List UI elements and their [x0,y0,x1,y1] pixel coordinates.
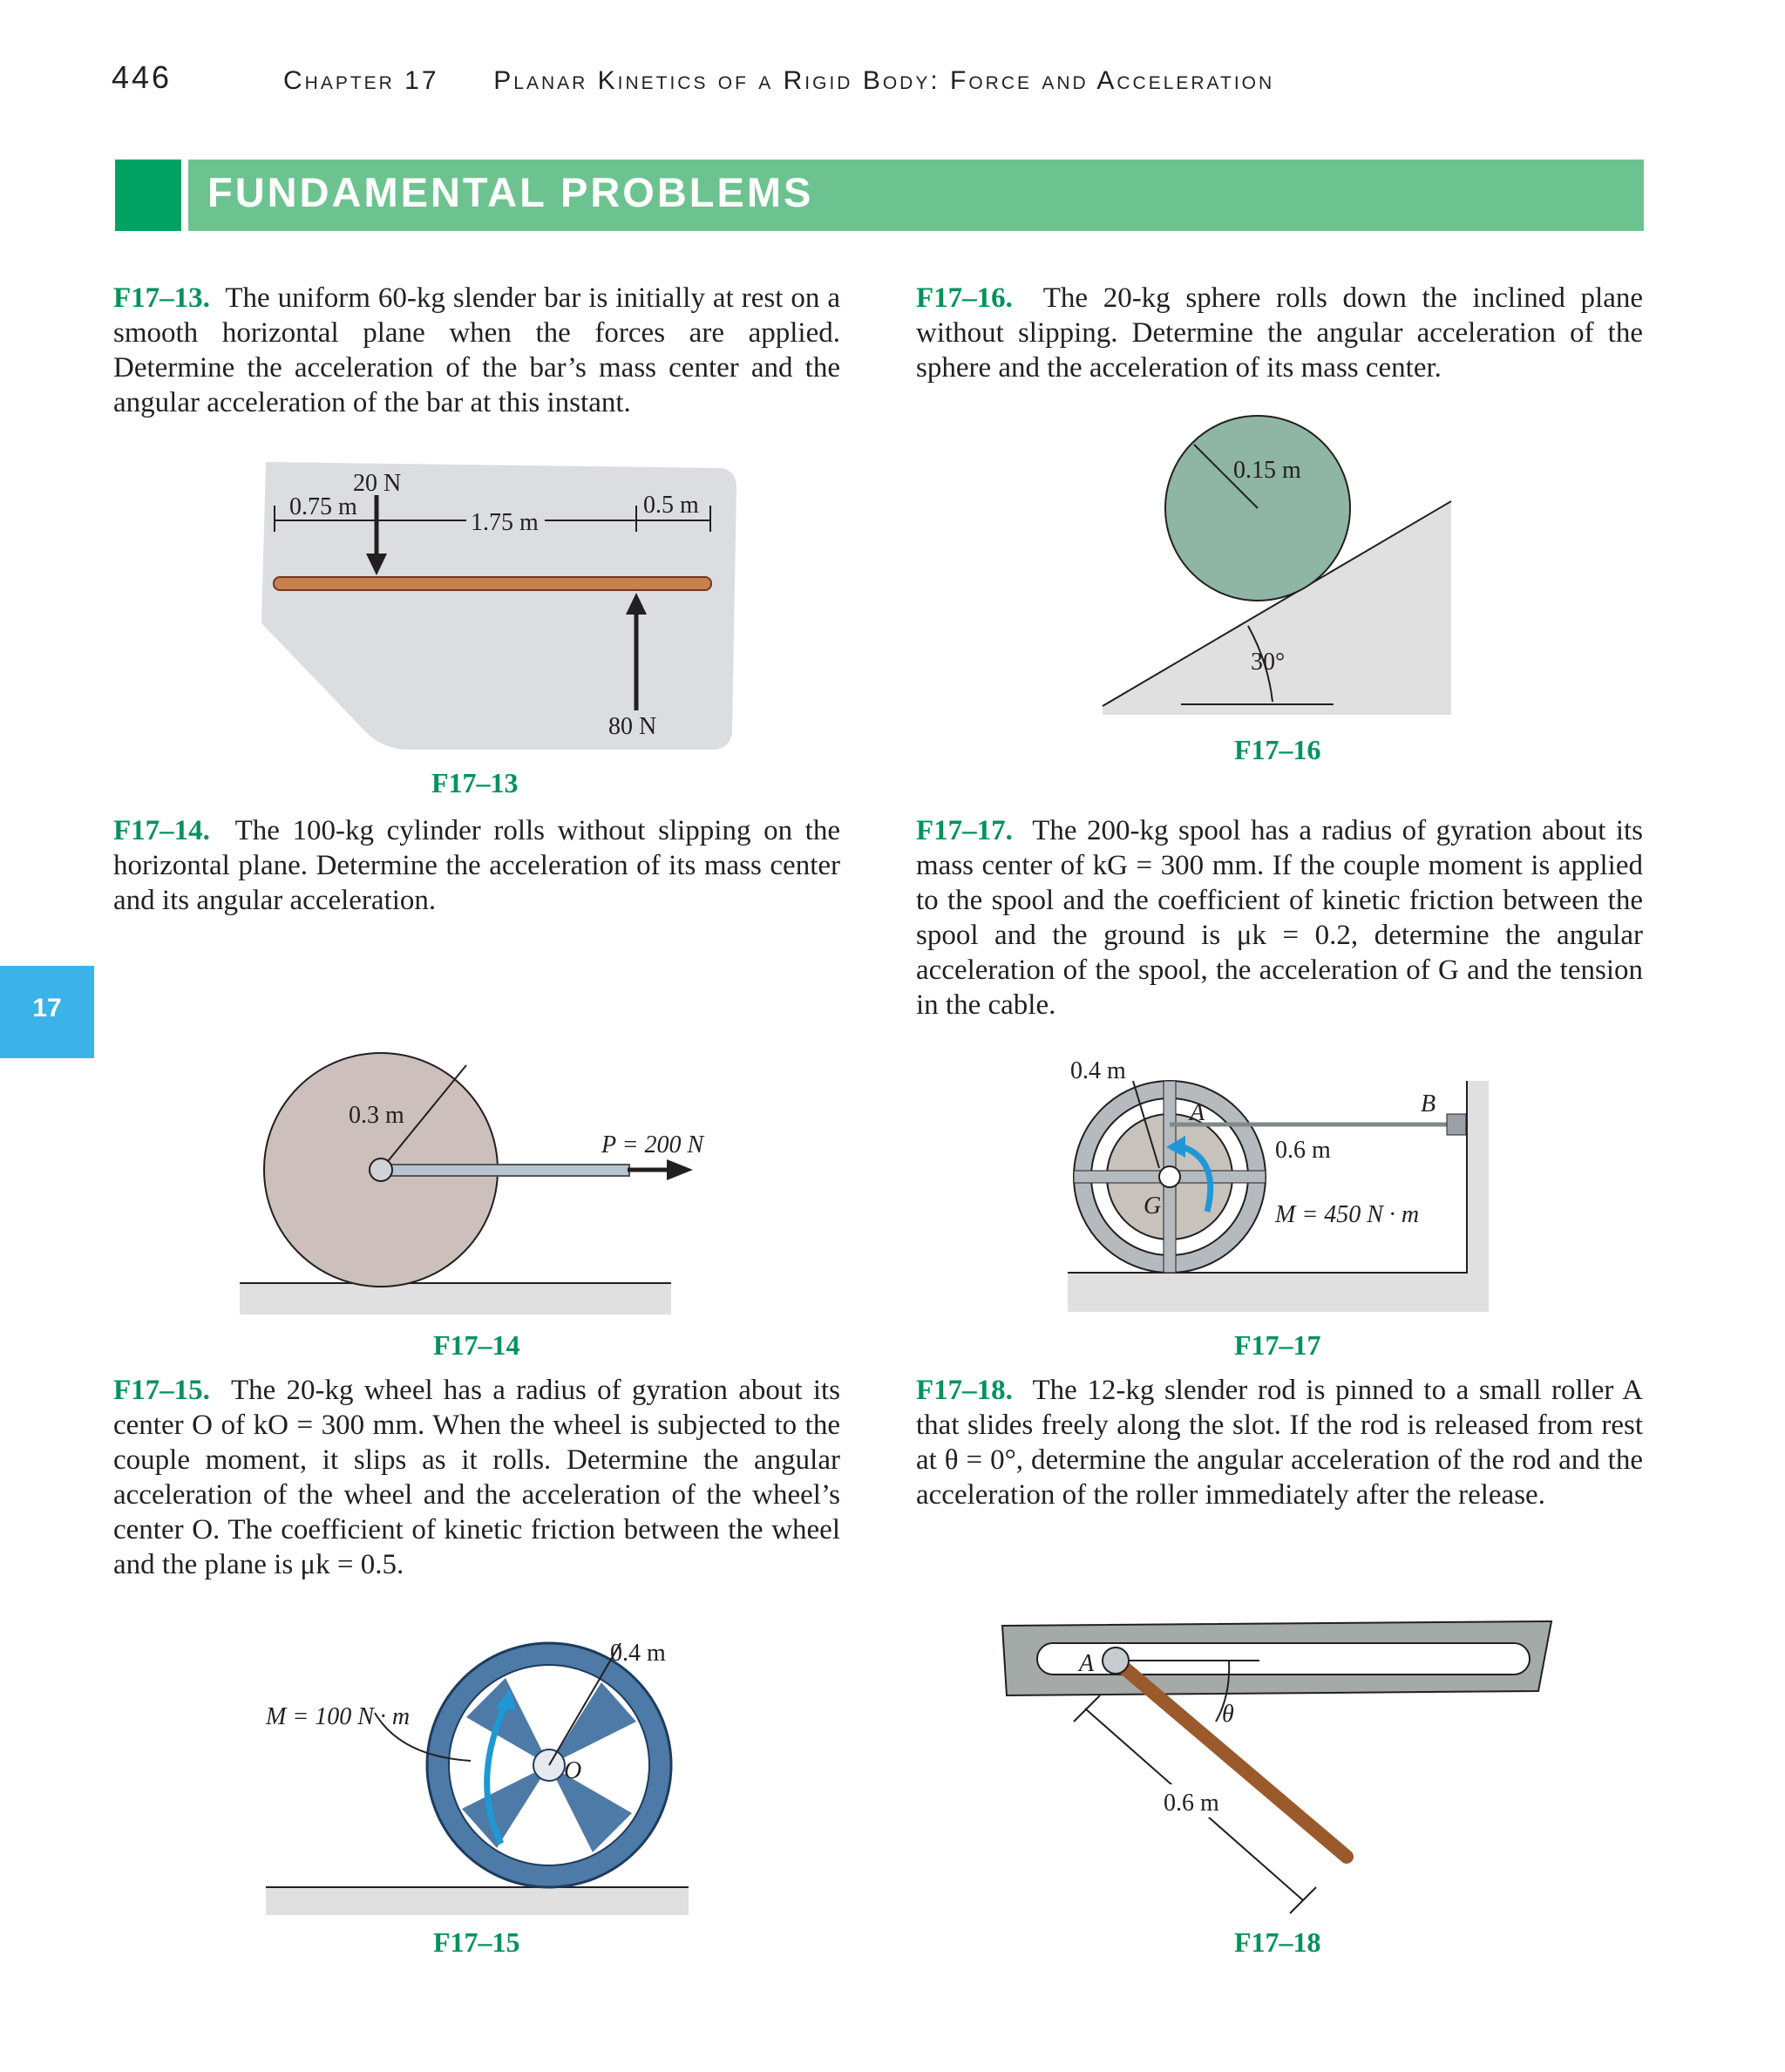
label-30deg: 30° [1251,649,1286,676]
figure-f17-17 [1059,1046,1503,1325]
figure-f17-16 [1098,427,1464,715]
label-0-3m: 0.3 m [349,1102,404,1129]
ground [266,1887,689,1915]
label-1-75m: 1.75 m [471,509,539,536]
problem-f17-17 [916,813,1643,1022]
label-0-6m: 0.6 m [1164,1790,1219,1817]
problem-id: F17–17. [916,815,1013,846]
running-header [283,66,1274,96]
problem-id: F17–18. [916,1375,1013,1406]
problem-id: F17–16. [916,282,1013,314]
label-p-200n: P = 200 N [601,1131,704,1158]
figure-caption: F17–14 [433,1329,520,1361]
page-number: 446 [112,59,173,95]
figure-caption: F17–15 [433,1926,520,1958]
wall [1467,1081,1489,1312]
problem-text: The 20-kg wheel has a radius of gyration about its center O of kO = 300 mm. When the wheel is subjected to the couple moment, it slips as it rolls. Determine the angular acceleration of the wheel and the acceleration of the wheel’s center O. The coefficient of kinetic friction between the wheel and the plane is μk = 0.5. [113,1375,841,1580]
roller-a [1103,1647,1129,1674]
problem-text: The 100-kg cylinder rolls without slipping on the horizontal plane. Determine the acceleration of its mass center and its angular acceleration. [113,815,840,916]
label-moment: M = 100 N · m [266,1703,411,1730]
label-a: A [1079,1650,1095,1677]
problem-f17-15 [113,1373,840,1582]
label-o: O [564,1757,582,1784]
wall-anchor [1447,1114,1466,1135]
problem-text: The uniform 60-kg slender bar is initially at rest on a smooth horizontal plane when the forces are applied. Determine the acceleration of the bar’s mass center and the angular acceleration of the bar at this instant. [113,282,840,418]
figure-f17-14 [235,1037,704,1325]
label-g: G [1144,1192,1162,1219]
label-theta: θ [1222,1701,1234,1728]
figure-caption: F17–17 [1234,1329,1321,1361]
label-80n: 80 N [608,713,657,740]
problem-id: F17–14. [113,815,210,846]
problem-id: F17–13. [113,282,210,314]
label-0-4m: 0.4 m [1070,1057,1126,1084]
label-20n: 20 N [353,470,402,497]
banner-divider [181,160,188,231]
problem-text: The 12-kg slender rod is pinned to a small roller A that slides freely along the slot. If the rod is released from rest at θ = 0°, determine the angular acceleration of the rod and the acceleration of the roller immediately after the release. [916,1375,1644,1511]
ground [1068,1273,1469,1312]
chapter-tab-label: 17 [32,994,62,1022]
figure-f17-13 [253,458,741,758]
problem-text: The 20-kg sphere rolls down the inclined plane without slipping. Determine the angular acceleration of the sphere and the acceleration of its mass center. [916,282,1644,384]
figure-f17-18 [994,1613,1560,1926]
label-0-75m: 0.75 m [289,493,357,520]
problem-f17-16 [916,281,1643,385]
label-0-15m: 0.15 m [1233,457,1301,484]
figure-caption: F17–13 [431,767,519,798]
center-g [1159,1166,1180,1187]
problem-f17-18 [916,1373,1643,1512]
banner-square [115,160,181,231]
problem-f17-13 [113,281,840,420]
label-a: A [1190,1099,1205,1126]
chapter-title: Planar Kinetics of a Rigid Body: Force and Acceleration [493,66,1275,95]
problem-text: The 200-kg spool has a radius of gyration about its mass center of kG = 300 mm. If the couple moment is applied to the spool and the coefficient of kinetic friction between the spool and the ground is μk = 0.2, determine the angular acceleration of the spool, the acceleration of G and the tension in the cable. [916,815,1644,1021]
section-title: FUNDAMENTAL PROBLEMS [207,169,814,215]
label-0-4m: 0.4 m [610,1640,666,1667]
label-moment: M = 450 N · m [1275,1201,1420,1228]
figure-caption: F17–18 [1234,1926,1321,1958]
slender-bar [274,577,711,590]
figure-f17-15 [253,1626,697,1922]
figure-caption: F17–16 [1234,734,1321,765]
label-b: B [1421,1090,1436,1118]
label-0-6m: 0.6 m [1275,1137,1331,1164]
pull-rod [381,1165,629,1176]
ground [240,1283,671,1315]
axle-pin [370,1158,392,1181]
label-0-5m: 0.5 m [643,492,699,519]
chapter-label: Chapter 17 [283,66,439,95]
problem-f17-14 [113,813,840,918]
problem-id: F17–15. [113,1375,210,1406]
